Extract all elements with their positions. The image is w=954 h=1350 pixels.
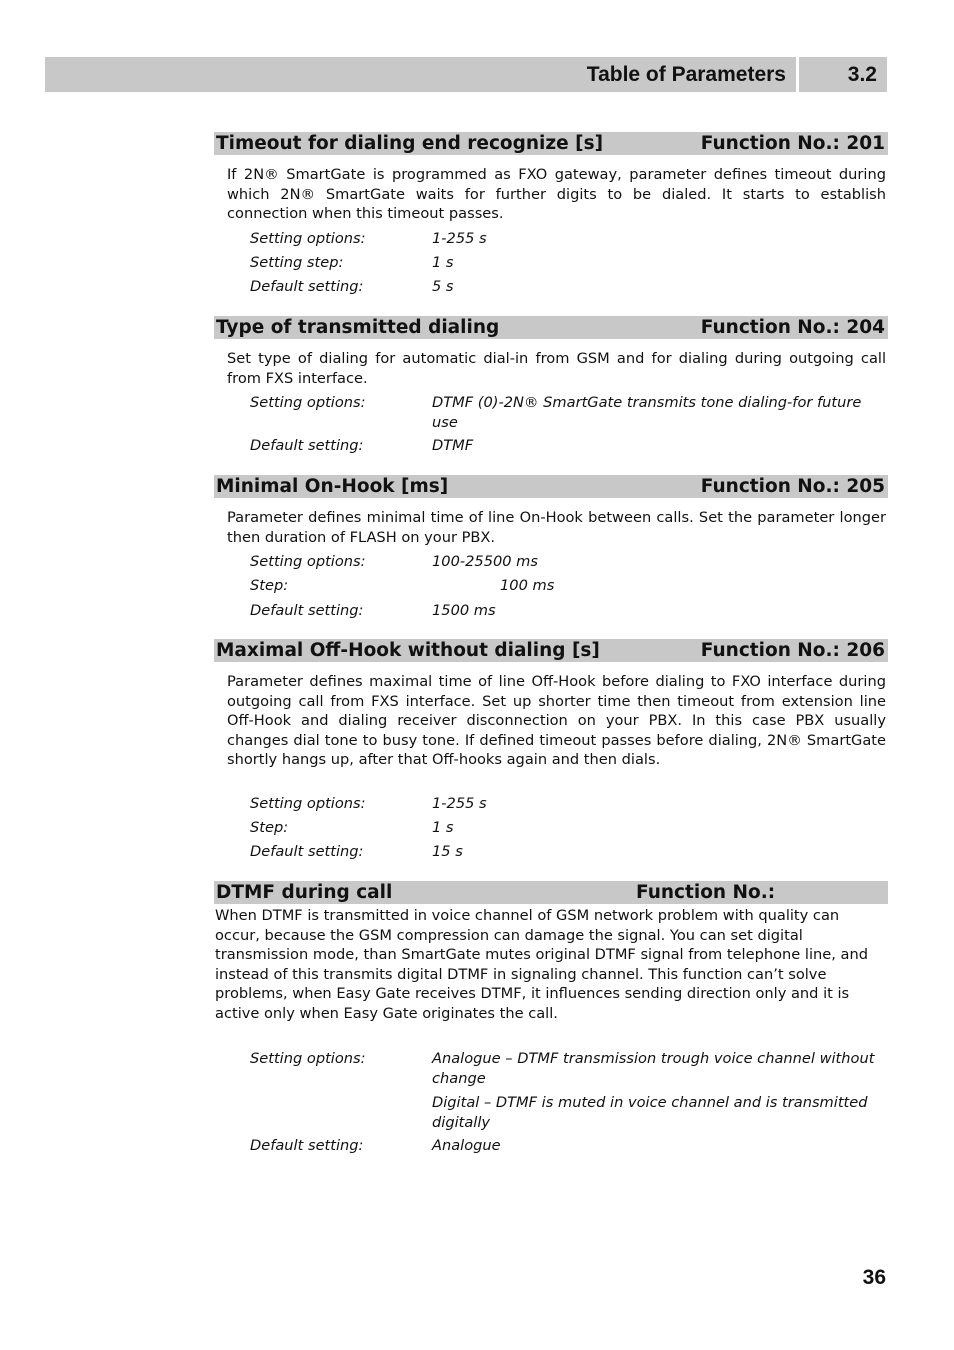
- page-number: 36: [862, 1266, 886, 1289]
- param-value: 15 s: [432, 843, 463, 860]
- param-value: DTMF: [432, 437, 474, 454]
- section-heading-206: [214, 639, 888, 662]
- section-description: If 2N® SmartGate is programmed as FXO gateway, parameter defines timeout during which 2N® SmartGate waits for further digits to be dialed. It starts to establish connection when this timeout passes.: [227, 166, 886, 223]
- chapter-number: 3.2: [799, 57, 887, 92]
- param-label: Setting options:: [250, 230, 366, 247]
- param-row: [250, 1049, 886, 1088]
- param-label: Default setting:: [250, 1137, 364, 1154]
- param-row: [250, 794, 886, 814]
- param-label: Setting options:: [250, 553, 366, 570]
- param-label: Setting options:: [250, 394, 366, 411]
- param-row: [250, 552, 886, 572]
- function-number: Function No.: 205: [700, 476, 885, 497]
- param-label: Setting options:: [250, 795, 366, 812]
- section-title: Type of transmitted dialing: [216, 317, 500, 338]
- param-row: [250, 253, 886, 273]
- param-row: [250, 1136, 886, 1156]
- param-label: Default setting:: [250, 602, 364, 619]
- param-row: [250, 576, 886, 596]
- function-number: Function No.:: [636, 882, 776, 903]
- param-row: [250, 436, 886, 456]
- param-label: Setting step:: [250, 254, 344, 271]
- section-heading-201: [214, 132, 888, 155]
- param-value: 1500 ms: [432, 602, 496, 619]
- section-title: Timeout for dialing end recognize [s]: [216, 133, 604, 154]
- section-description: Set type of dialing for automatic dial-in from GSM and for dialing during outgoing call from FXS interface.: [227, 350, 886, 387]
- param-label: Step:: [250, 577, 289, 594]
- section-title: Maximal Off-Hook without dialing [s]: [216, 640, 600, 661]
- section-description: Parameter defines maximal time of line Off-Hook before dialing to FXO interface during outgoing call from FXS interface. Set up shorter time then timeout from extension line Off-Hook and dialing receiver disconnection on your PBX. In this case PBX usually changes dial tone to busy tone. If defined timeout passes before dialing, 2N® SmartGate shortly hangs up, after that Off-hooks again and then dials.: [227, 673, 886, 769]
- param-label: [250, 1093, 432, 1132]
- param-row: [250, 1093, 886, 1132]
- function-number: Function No.: 201: [700, 133, 885, 154]
- chapter-header: [45, 57, 887, 92]
- param-value: 100 ms: [500, 577, 555, 594]
- param-value: Analogue: [432, 1137, 501, 1154]
- section-heading-205: [214, 475, 888, 498]
- param-value: Analogue – DTMF transmission trough voice channel without change: [432, 1050, 875, 1087]
- section-title: Minimal On-Hook [ms]: [216, 476, 449, 497]
- param-value: 1-255 s: [432, 230, 487, 247]
- section-title: DTMF during call: [216, 882, 393, 903]
- param-value: 5 s: [432, 278, 454, 295]
- function-number: Function No.: 206: [700, 640, 885, 661]
- param-value: DTMF (0)-2N® SmartGate transmits tone dialing-for future use: [432, 394, 862, 431]
- param-value: 100-25500 ms: [432, 553, 539, 570]
- function-number: Function No.: 204: [700, 317, 885, 338]
- param-row: [250, 393, 886, 432]
- param-row: [250, 842, 886, 862]
- param-row: [250, 277, 886, 297]
- param-value: 1 s: [432, 819, 454, 836]
- param-value: 1 s: [432, 254, 454, 271]
- section-heading-204: [214, 316, 888, 339]
- param-label: Default setting:: [250, 278, 364, 295]
- chapter-title: Table of Parameters: [45, 57, 796, 92]
- param-label: Default setting:: [250, 437, 364, 454]
- param-row: [250, 818, 886, 838]
- param-label: Setting options:: [250, 1050, 366, 1067]
- param-row: [250, 601, 886, 621]
- param-row: [250, 229, 886, 249]
- param-label: Step:: [250, 819, 289, 836]
- section-description: Parameter defines minimal time of line On-Hook between calls. Set the parameter longer then duration of FLASH on your PBX.: [227, 509, 886, 546]
- param-value: 1-255 s: [432, 795, 487, 812]
- section-description: When DTMF is transmitted in voice channel of GSM network problem with quality can occur, because the GSM compression can damage the signal. You can set digital transmission mode, than SmartGate mutes original DTMF signal from telephone line, and instead of this transmits digital DTMF in signaling channel. This function can’t solve problems, when Easy Gate receives DTMF, it influences sending direction only and it is active only when Easy Gate originates the call.: [215, 907, 868, 1022]
- param-value: Digital – DTMF is muted in voice channel and is transmitted digitally: [432, 1094, 868, 1131]
- param-label: Default setting:: [250, 843, 364, 860]
- section-heading-dtmf: [214, 881, 888, 904]
